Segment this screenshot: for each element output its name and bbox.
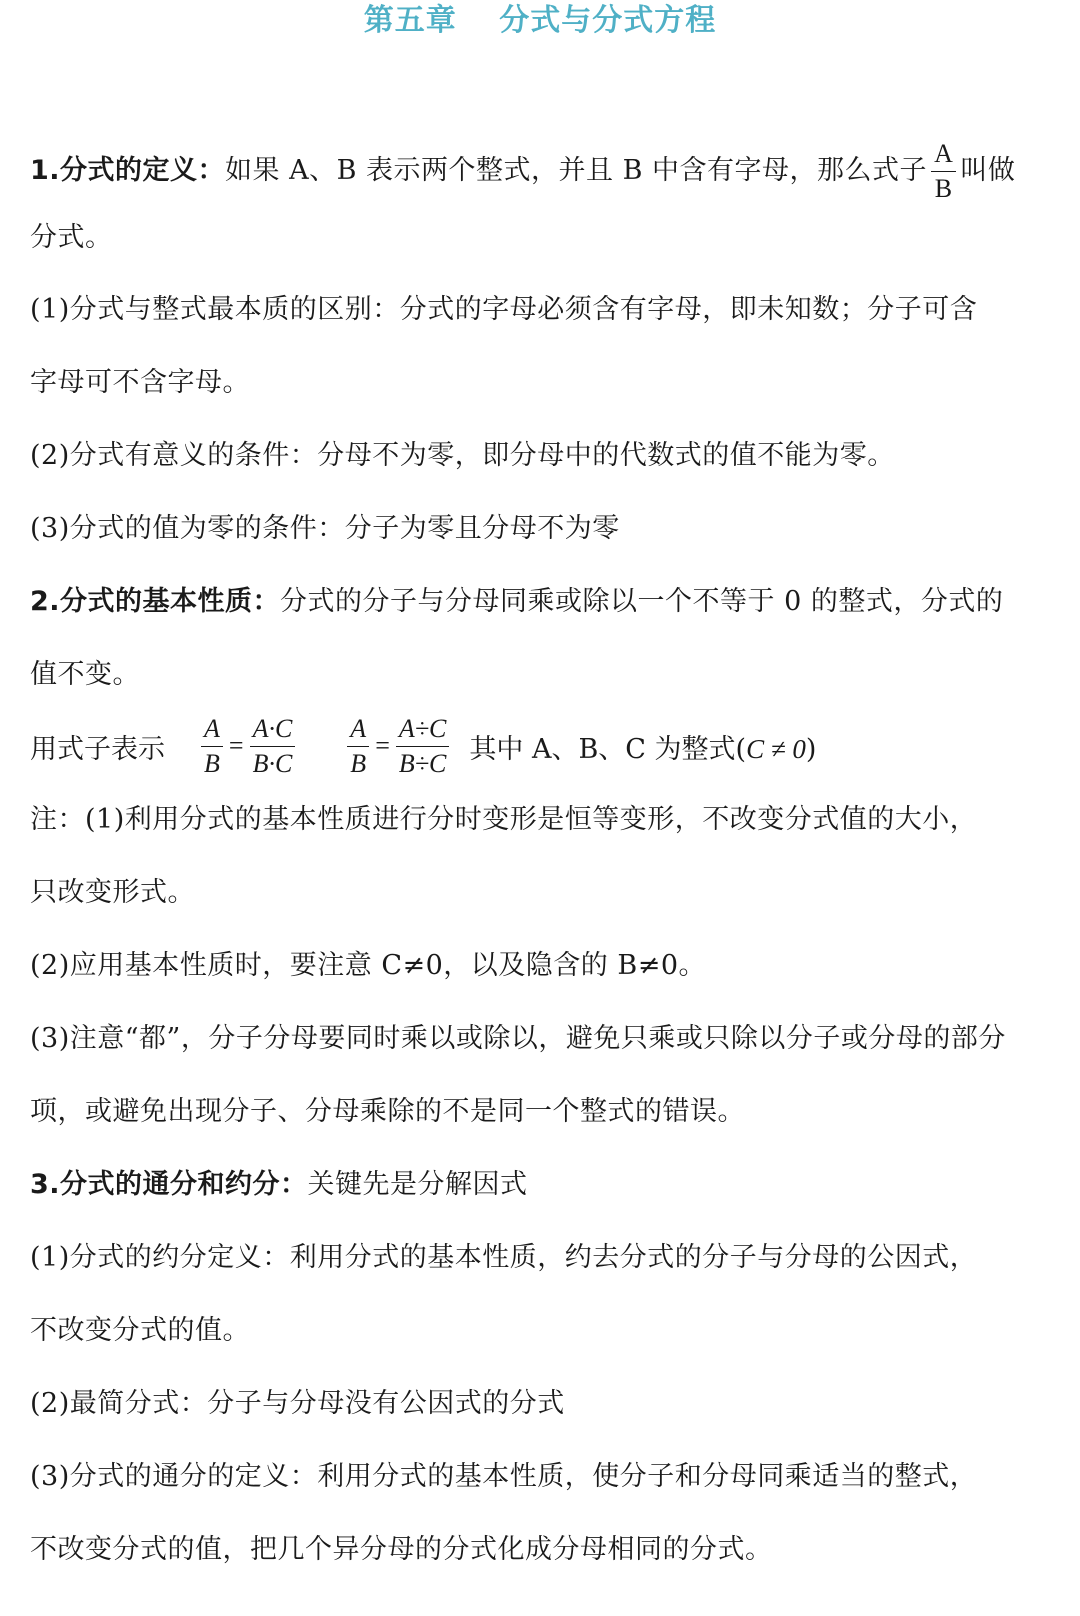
- section-1-item-1b: 字母可不含字母。: [30, 367, 250, 398]
- section-1-item-3: (3)分式的值为零的条件：分子为零且分母不为零: [30, 513, 620, 544]
- fraction-denominator: B: [204, 748, 220, 778]
- fraction-a-over-b-2: [347, 712, 369, 781]
- section-3-item-1a: (1)分式的约分定义：利用分式的基本性质，约去分式的分子与分母的公因式，: [30, 1242, 978, 1273]
- section-3-heading-line: [30, 1165, 1060, 1205]
- fraction-denominator: B·C: [252, 748, 293, 778]
- fraction-a-over-b-1: [201, 712, 223, 781]
- section-2-text: 分式的分子与分母同乘或除以一个不等于 0 的整式，分式的: [280, 586, 1004, 617]
- formula-condition-text: 其中 A、B、C 为整式(: [469, 733, 747, 765]
- section-2-heading: 2.分式的基本性质：: [30, 586, 281, 617]
- section-2-note-3b: 项，或避免出现分子、分母乘除的不是同一个整式的错误。: [30, 1096, 745, 1127]
- section-3-item-3b: 不改变分式的值，把几个异分母的分式化成分母相同的分式。: [30, 1534, 773, 1565]
- section-1-heading: 1.分式的定义：: [30, 155, 226, 186]
- chapter-title: 第五章 分式与分式方程: [363, 3, 717, 38]
- fraction-numerator: A: [201, 712, 223, 747]
- section-1-definition: [30, 136, 1060, 206]
- fraction-a-over-b: [931, 137, 956, 206]
- section-1-text: 如果 A、B 表示两个整式，并且 B 中含有字母，那么式子: [225, 155, 928, 186]
- section-3-item-1b: 不改变分式的值。: [30, 1315, 250, 1346]
- section-2-continuation: 值不变。: [30, 659, 140, 690]
- section-2-properties: [30, 582, 1060, 622]
- section-1-continuation: 分式。: [30, 222, 113, 253]
- fraction-ac-over-bc: [250, 712, 296, 781]
- formula-condition-close: ): [805, 733, 817, 765]
- fraction-numerator: A·C: [250, 712, 296, 747]
- section-1-item-2: (2)分式有意义的条件：分母不为零，即分母中的代数式的值不能为零。: [30, 440, 895, 471]
- section-3-item-2: (2)最简分式：分子与分母没有公因式的分式: [30, 1388, 565, 1419]
- equals-sign: =: [228, 731, 244, 760]
- section-3-text: 关键先是分解因式: [307, 1169, 528, 1200]
- section-1-text-end: 叫做: [960, 155, 1016, 186]
- fraction-denominator: B÷C: [398, 748, 447, 778]
- equals-sign: =: [375, 731, 390, 760]
- formula-condition: [469, 727, 816, 766]
- fraction-denominator: B: [934, 173, 953, 203]
- section-2-note-1a: 注：(1)利用分式的基本性质进行分时变形是恒等变形，不改变分式值的大小，: [30, 804, 978, 835]
- fraction-numerator: A: [931, 137, 956, 172]
- section-2-note-2: (2)应用基本性质时，要注意 C≠0，以及隐含的 B≠0。: [30, 950, 707, 981]
- fraction-numerator: A: [347, 712, 369, 747]
- fraction-numerator: A÷C: [396, 712, 450, 747]
- fraction-adivc-over-bdivc: [396, 712, 450, 781]
- section-2-note-1b: 只改变形式。: [30, 877, 195, 908]
- fraction-denominator: B: [350, 748, 367, 778]
- formula-line: [30, 706, 816, 786]
- section-1-item-1a: (1)分式与整式最本质的区别：分式的字母必须含有字母，即未知数；分子可含: [30, 294, 978, 325]
- section-2-note-3a: (3)注意“都”，分子分母要同时乘以或除以，避免只乘或只除以分子或分母的部分: [30, 1023, 1006, 1054]
- section-3-item-3a: (3)分式的通分的定义：利用分式的基本性质，使分子和分母同乘适当的整式，: [30, 1461, 978, 1492]
- formula-condition-math: C ≠ 0: [746, 733, 806, 764]
- section-3-heading: 3.分式的通分和约分：: [30, 1169, 308, 1200]
- formula-label: 用式子表示: [30, 733, 165, 765]
